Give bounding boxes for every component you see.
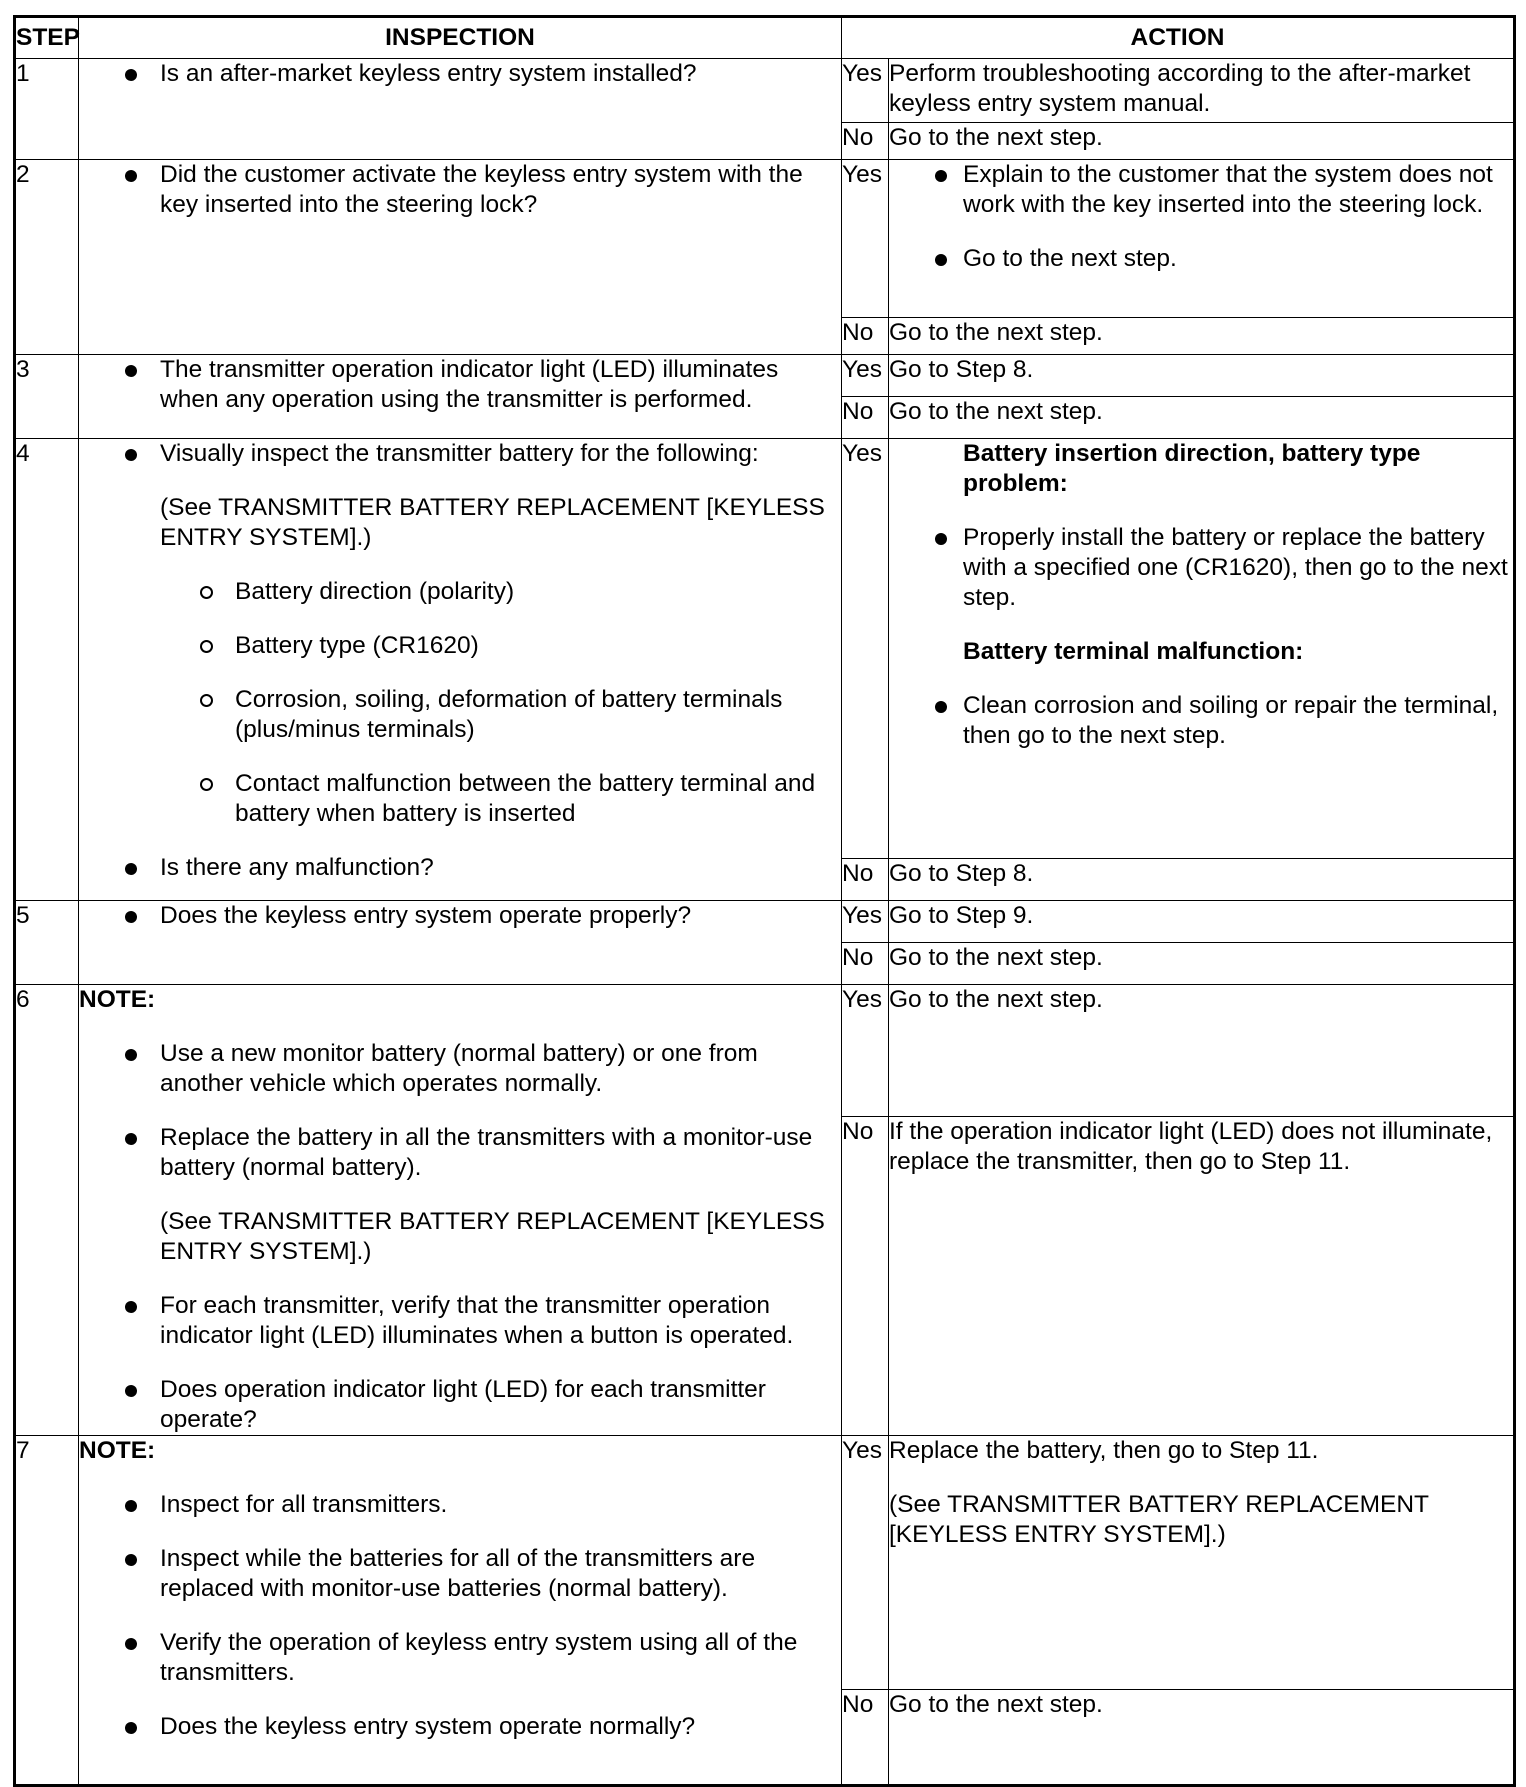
yes-label: Yes bbox=[842, 901, 889, 943]
action-text: Replace the battery, then go to Step 11. bbox=[889, 1437, 1319, 1464]
sub-item: Corrosion, soiling, deformation of battery terminals (plus/minus terminals) bbox=[79, 685, 841, 745]
no-action: Go to the next step. bbox=[889, 123, 1515, 160]
inspection-bullet: Does the keyless entry system operate properly? bbox=[79, 901, 841, 931]
no-label: No bbox=[842, 1116, 889, 1435]
no-label: No bbox=[842, 943, 889, 985]
step-number: 4 bbox=[15, 439, 79, 901]
table-row bbox=[15, 901, 1515, 943]
header-row bbox=[15, 17, 1515, 59]
inspection-bullet: Verify the operation of keyless entry system using all of the transmitters. bbox=[79, 1628, 841, 1688]
inspection-cell bbox=[79, 59, 842, 160]
yes-action: Perform troubleshooting according to the after-market keyless entry system manual. bbox=[889, 59, 1515, 123]
no-action: Go to the next step. bbox=[889, 1690, 1515, 1786]
yes-action bbox=[889, 1436, 1515, 1690]
table-row bbox=[15, 160, 1515, 318]
header-step: STEP bbox=[15, 17, 79, 59]
action-heading: Battery terminal malfunction: bbox=[963, 638, 1304, 665]
yes-action: Go to the next step. bbox=[889, 985, 1515, 1117]
no-label: No bbox=[842, 1690, 889, 1786]
yes-label: Yes bbox=[842, 59, 889, 123]
yes-label: Yes bbox=[842, 985, 889, 1117]
yes-label: Yes bbox=[842, 355, 889, 397]
table-row bbox=[15, 985, 1515, 1117]
step-number: 1 bbox=[15, 59, 79, 160]
table-row bbox=[15, 355, 1515, 397]
step-number: 5 bbox=[15, 901, 79, 985]
action-bullet: Clean corrosion and soiling or repair the terminal, then go to the next step. bbox=[889, 691, 1513, 751]
inspection-cell bbox=[79, 355, 842, 439]
inspection-cell bbox=[79, 985, 842, 1436]
note-label: NOTE: bbox=[79, 986, 156, 1013]
troubleshooting-table bbox=[13, 15, 1516, 1787]
reference-text: (See TRANSMITTER BATTERY REPLACEMENT [KEYLESS ENTRY SYSTEM].) bbox=[889, 1491, 1429, 1548]
inspection-cell bbox=[79, 901, 842, 985]
inspection-bullet: Is there any malfunction? bbox=[79, 853, 841, 883]
sub-item: Battery direction (polarity) bbox=[79, 577, 841, 607]
action-heading: Battery insertion direction, battery type problem: bbox=[963, 440, 1421, 497]
step-number: 3 bbox=[15, 355, 79, 439]
no-action: Go to Step 8. bbox=[889, 859, 1515, 901]
inspection-bullet: Did the customer activate the keyless entry system with the key inserted into the steering lock? bbox=[79, 160, 841, 220]
yes-label: Yes bbox=[842, 160, 889, 318]
table-row bbox=[15, 1436, 1515, 1690]
inspection-bullet: Does the keyless entry system operate normally? bbox=[79, 1712, 841, 1742]
yes-action: Go to Step 9. bbox=[889, 901, 1515, 943]
yes-label: Yes bbox=[842, 439, 889, 859]
no-action: Go to the next step. bbox=[889, 397, 1515, 439]
inspection-bullet: Use a new monitor battery (normal battery) or one from another vehicle which operates normally. bbox=[79, 1039, 841, 1099]
inspection-bullet: Inspect for all transmitters. bbox=[79, 1490, 841, 1520]
inspection-cell bbox=[79, 160, 842, 355]
reference-text: (See TRANSMITTER BATTERY REPLACEMENT [KEYLESS ENTRY SYSTEM].) bbox=[160, 494, 825, 551]
no-label: No bbox=[842, 123, 889, 160]
header-inspection: INSPECTION bbox=[79, 17, 842, 59]
no-action: If the operation indicator light (LED) does not illuminate, replace the transmitter, then go to Step 11. bbox=[889, 1116, 1515, 1435]
inspection-bullet: Visually inspect the transmitter battery for the following: bbox=[79, 439, 841, 469]
table-row bbox=[15, 59, 1515, 123]
inspection-bullet: For each transmitter, verify that the transmitter operation indicator light (LED) illuminates when a button is operated. bbox=[79, 1291, 841, 1351]
yes-action bbox=[889, 439, 1515, 859]
sub-item: Battery type (CR1620) bbox=[79, 631, 841, 661]
reference-text: (See TRANSMITTER BATTERY REPLACEMENT [KEYLESS ENTRY SYSTEM].) bbox=[160, 1208, 825, 1265]
inspection-cell bbox=[79, 1436, 842, 1786]
yes-action: Go to Step 8. bbox=[889, 355, 1515, 397]
step-number: 7 bbox=[15, 1436, 79, 1786]
no-action: Go to the next step. bbox=[889, 318, 1515, 355]
inspection-cell bbox=[79, 439, 842, 901]
inspection-bullet: Inspect while the batteries for all of the transmitters are replaced with monitor-use batteries (normal battery). bbox=[79, 1544, 841, 1604]
action-bullet: Explain to the customer that the system does not work with the key inserted into the steering lock. bbox=[889, 160, 1513, 220]
step-number: 2 bbox=[15, 160, 79, 355]
inspection-bullet: Is an after-market keyless entry system installed? bbox=[79, 59, 841, 89]
header-action: ACTION bbox=[842, 17, 1515, 59]
no-label: No bbox=[842, 397, 889, 439]
yes-label: Yes bbox=[842, 1436, 889, 1690]
note-label: NOTE: bbox=[79, 1437, 156, 1464]
no-label: No bbox=[842, 318, 889, 355]
step-number: 6 bbox=[15, 985, 79, 1436]
table-row bbox=[15, 439, 1515, 859]
no-label: No bbox=[842, 859, 889, 901]
inspection-bullet: The transmitter operation indicator light (LED) illuminates when any operation using the transmitter is performed. bbox=[79, 355, 841, 415]
sub-item: Contact malfunction between the battery terminal and battery when battery is inserted bbox=[79, 769, 841, 829]
action-bullet: Properly install the battery or replace the battery with a specified one (CR1620), then go to the next step. bbox=[889, 523, 1513, 613]
no-action: Go to the next step. bbox=[889, 943, 1515, 985]
inspection-bullet: Does operation indicator light (LED) for each transmitter operate? bbox=[79, 1375, 841, 1435]
action-bullet: Go to the next step. bbox=[889, 244, 1513, 274]
yes-action bbox=[889, 160, 1515, 318]
inspection-bullet: Replace the battery in all the transmitters with a monitor-use battery (normal battery). bbox=[79, 1123, 841, 1183]
